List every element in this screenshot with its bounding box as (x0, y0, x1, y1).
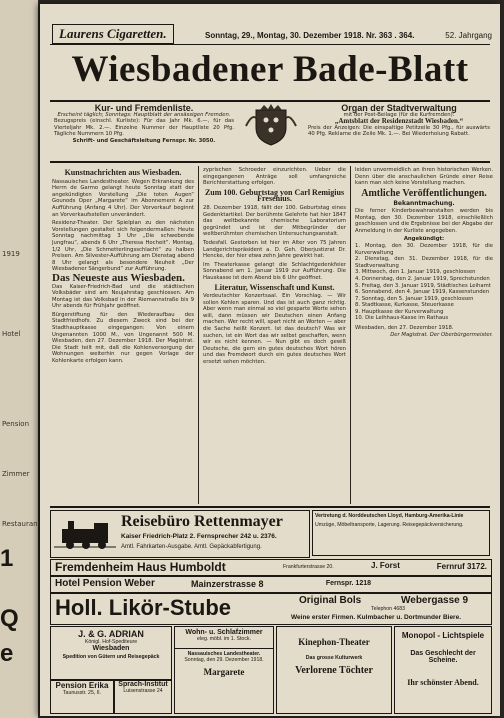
previous-page-strip (0, 0, 41, 718)
notice-date: Wiesbaden, den 27. Dezember 1918. (355, 325, 454, 332)
notice-list-title: Angekündigt: (403, 236, 445, 243)
ad-monopol-lichtspiele (394, 626, 492, 714)
official-notices-heading: Amtliche Veröffentlichungen. (361, 187, 487, 199)
article-text: Nassauisches Landestheater. Wegen Erkrankung des Herrn de Garmo gelangt heute Sonntag statt der angekündigten Vorstellung „Die toten Augen“ Gounods Oper „Margarete“ im Abonnement A zur Aufführung (Anfang 4 Uhr). Der Vorverkauf beginnt an Vorverkaufsstellen unverändert. (52, 178, 194, 218)
ad-title: Monopol - Lichtspiele (401, 631, 485, 640)
list-item: 6. Sonnabend, den 4. Januar 1919, Kassenstunden (355, 289, 490, 296)
column-divider (198, 166, 199, 504)
article-text: Bürgerstiftung für den Wiederaufbau des Stadtfriedhofs. Zu diesem Zweck sind bei der Stadthauptkasse eingegangen: Von einem Ungenannten 1000 M., von Ungenannt 500 M. Wiesbaden, den 27. Dezember 1918. Der Magistrat. Die Stadt teilt mit, daß die Kohlenversorgung der Wohnungen weiterhin nur gegen Vorlage der Kohlenkarte erfolgen kann. (52, 311, 194, 365)
ad-kinephon-theater (276, 626, 392, 714)
newspaper-page (40, 4, 500, 716)
column-3 (355, 167, 493, 503)
coat-of-arms-icon (242, 104, 300, 146)
ad-brand: Original Bols (299, 595, 362, 606)
ad-address: Frankfurterstrasse 20. (283, 564, 334, 570)
list-item: 7. Sonntag, den 5. Januar 1919, geschlossen (355, 295, 474, 302)
subscription-text: Bezugspreis (einschl. Kurliste): Für das Jahr Mk. 6.—, für das Vierteljahr Mk. 2.—. Einzelne Nummer der Hauptliste 20 Pfg. Tägliche Nummern 10 Pfg. (54, 118, 234, 138)
list-item: 3. Mittwoch, den 1. Januar 1919, geschlossen (355, 269, 476, 276)
ad-title: Vertretung d. Norddeutschen Lloyd, Hamburg-Amerika-Linie (315, 513, 464, 519)
ad-title: Sprach-Institut (118, 681, 168, 688)
ad-title: Fremdenheim Haus Humboldt (55, 560, 226, 574)
masthead-title: Wiesbadener Bade-Blatt (71, 49, 469, 90)
ad-title: Holl. Likör-Stube (55, 595, 231, 620)
ad-reisebuero-rettenmayer (50, 510, 310, 558)
list-item: 8. Stadtkasse, Kurkasse, Steuerkasse (355, 302, 454, 309)
ad-pension-erika (50, 680, 114, 714)
ad-title: Pension Erika (55, 681, 109, 690)
prev-page-letter: Q (0, 605, 19, 632)
list-item: 1. Montag, den 30. Dezember 1918, für die Kurverwaltung (355, 242, 493, 256)
list-item: 4. Donnerstag, den 2. Januar 1919, Sprechstunden (355, 275, 490, 282)
article-text: Residenz-Theater. Der Spielplan zu den nächsten Vorstellungen gestaltet sich folgendermaßen: Heute Sonntag nachmittag 3 Uhr „Die schwebende Jungfrau“, abends 6 Uhr „Theresa Hocheit“. Montag, 1/2 Uhr, „Die Schmetterlingsschlacht“ zu halben Preisen. Am Silvester-Aufführung am Dienstag abend 8 Uhr gelangt als besondere Neuheit „Der Wiesbadener Sängerbund“ zur Aufführung. (52, 220, 194, 273)
ad-title: J. & G. ADRIAN (78, 629, 144, 639)
prev-page-scrap: Restaurant (2, 520, 41, 528)
article-heading: Zum 100. Geburtstag von Carl Remigius Fresenius. (204, 187, 345, 204)
section-subtitle: mit der Post-Beilage (für die Kurfremden): (343, 111, 455, 118)
ad-phone: Telephon 4683 (371, 606, 406, 612)
list-item: 2. Dienstag, den 31. Dezember 1918, für die Stadtverwaltung (355, 256, 493, 269)
dateline: Sonntag, 29., Montag, 30. Dezember 1918. Nr. 363 . 364. (205, 31, 415, 40)
ad-title: Kinephon-Theater (298, 637, 370, 647)
article-text: Das Kaiser-Friedrich-Bad und die städtischen Volksbäder sind am Neujahrstag geschlossen. Am Montag ist das Volksbad in der Riemannstraße bis 9 Uhr abends für Frühjahr geöffnet. (52, 283, 194, 310)
notice-signature: Der Magistrat. Der Oberbürgermeister. (390, 331, 493, 338)
divider (50, 161, 490, 163)
article-text: Todesfall. Gestorben ist hier im Alter von 75 Jahren Landgerichtspräsident a. D. Geh. Oberjustizrat Dr. Hencke, der hier etwa zehn Jahre gewirkt hat. (203, 239, 346, 260)
prev-page-letter: e (0, 640, 14, 667)
ad-address: Mainzerstrasse 8 (191, 579, 264, 589)
ad-address: Kaiser Friedrich-Platz 2. Fernsprecher 242 u. 2376. (121, 533, 277, 540)
ad-pension-weber (50, 576, 492, 593)
prev-page-scrap: 1919 (2, 250, 20, 258)
divider (50, 506, 490, 508)
ad-haus-humboldt (50, 559, 492, 576)
column-2 (203, 167, 346, 503)
ad-phone: Fernspr. 1218 (325, 580, 371, 587)
article-heading: Kunstnachrichten aus Wiesbaden. (64, 168, 182, 177)
column-1 (52, 167, 194, 503)
volume-label: 52. Jahrgang (445, 31, 492, 40)
ad-wohnzimmer-theater (174, 626, 274, 714)
ad-text: Das grosse Kulturwerk (305, 655, 363, 661)
list-item: 10. Die Leihhaus-Kasse im Rathaus (355, 315, 449, 322)
article-text: leiden unvermeidlich an ihren historischen Werken. Denn über die anschaulichen Gründe einer Reise kann man sich keine Vorstellung machen. (355, 167, 493, 187)
ad-lloyd-agency (312, 510, 490, 556)
ad-sprach-institut (114, 680, 172, 714)
divider (50, 100, 490, 102)
section-quote: „Amtsblatt der Residenzstadt Wiesbaden.“ (334, 117, 464, 126)
ad-text: Spedition von Gütern und Reisegepäck (62, 654, 160, 661)
ad-text: eleg. möbl. im 1. Stock. (197, 636, 251, 642)
prev-page-scrap: Pension (2, 420, 30, 428)
article-text: Verdeutschter Konzertsaal. Ein Vorschlag. — Wir sollen Kehlen sparen. Und das ist auch ganz richtig. Aber wenn man einmal so viel gesparte Worte sehen will, dann müssen wir Deutschen einen Anfang machen. Wer recht will, spart nicht an Worten — aber die Sache heißt Konzert. Ist das deutsch? Was wir suchen, ist ein Wort das wir selbst geschaffen, wenn wir es nicht kennen. — Nun gibt es doch gewiß Deutsche, die gern ein gutes deutsches Wort hören und das Fremdwort durch ein gutes deutsches Wort ersetzt sehen möchten. (203, 293, 346, 366)
article-text: zyprischen Schroeder einzurichten. Ueber die eingegangenen Anträge soll umfangreiche Berichterstattung erfolgen. (203, 167, 346, 187)
ad-title: J. Forst (371, 561, 400, 570)
prev-page-letter: 1 (0, 545, 14, 572)
ad-address: Taunusstr. 25, II. (62, 690, 102, 696)
article-heading: Literatur, Wissenschaft und Kunst. (214, 282, 335, 292)
ad-phone: Fernruf 3172. (436, 562, 487, 571)
train-icon (54, 517, 116, 551)
section-title: Organ der Stadtverwaltung (341, 103, 457, 113)
ad-film-title: Verlorene Töchter (295, 665, 373, 677)
section-title: Kur- und Fremdenliste. (94, 103, 194, 113)
ad-text: Umzüge, Möbeltransporte, Lagerung. Reisegepäckversicherung. (315, 522, 464, 529)
ad-film-title: Das Geschlecht der Scheine. (410, 650, 476, 664)
divider (50, 44, 490, 45)
article-text: Im Theaterkasse gelangt die Schlachtgedenkfeier Sonnabend am 1. Januar 1919 zur Aufführung. Die Hauskasse ist dem Abend bis 6 Uhr geöffnet. (203, 261, 346, 281)
list-item: 9. Hauptkasse der Kurverwaltung (355, 308, 444, 315)
ad-title: Reisebüro Rettenmayer (121, 513, 283, 530)
prev-page-scrap: Zimmer (2, 470, 30, 478)
theater-heading: Nassauisches Landestheater. (187, 651, 261, 658)
notice-text: Die ferner Kinderbewahranstalten werden bis Montag, den 30. Dezember 1918, einschließlich geschlossen und die Ergebnisse bei der Abgabe der Anmeldung in der Kurliste angegeben. (355, 207, 493, 234)
theater-play: Margarete (203, 666, 245, 677)
notice-list (355, 243, 493, 322)
ad-title: Hotel Pension Weber (55, 578, 155, 589)
ad-film-title: Ihr schönster Abend. (407, 678, 479, 687)
brand-box: Laurens Cigaretten. (52, 24, 174, 44)
ad-subtitle: Amtl. Fahrkarten-Ausgabe. Amtl. Gepäckabfertigung. (121, 544, 262, 550)
ad-address: Luisenstrasse 24 (123, 688, 163, 694)
theater-date: Sonntag, den 29. Dezember 1918. (184, 657, 264, 664)
section-subtitle: Erscheint täglich; Sonntags: Hauptblatt der ansässigen Fremden. (57, 111, 231, 118)
subscription-info (54, 105, 234, 145)
notice-title: Bekanntmachung. (393, 200, 455, 208)
ad-subtitle: Königl. Hof-Spediteure (84, 639, 138, 645)
column-divider (350, 166, 351, 504)
subscription-footer: Schrift- und Geschäftsleitung Fernspr. Nr. 3050. (72, 137, 216, 144)
organ-info (308, 105, 490, 138)
prev-page-scrap: Hotel (2, 330, 21, 338)
ad-address: Webergasse 9 (401, 595, 469, 606)
ad-likoer-stube (50, 593, 492, 625)
list-item: 5. Freitag, den 3. Januar 1919, Städtisches Leihamt (355, 282, 491, 289)
ad-adrian-spedition (50, 626, 172, 680)
ad-tagline: Weine erster Firmen. Kulmbacher u. Dortmunder Biere. (291, 614, 462, 621)
advertising-rates: Preis der Anzeigen: Die einspaltige Petitzeile 30 Pfg., für auswärts 40 Pfg. Reklame die Zeile Mk. 1.—. Bei Wiederholung Rabatt. (308, 124, 490, 138)
ad-city: Wiesbaden (92, 645, 130, 653)
article-heading: Das Neueste aus Wiesbaden. (52, 271, 185, 284)
ad-title: Wohn- u. Schlafzimmer (185, 629, 263, 636)
article-text: 28. Dezember 1918, fällt der 100. Geburtstag eines Gedenktartikel. Der berühmte Gelehrte hat hier 1847 das weltbekannte chemische Laboratorium gegründet und ist der Mitbegründer der weltberühmten chemischen Untersuchungsanstalt. (203, 204, 346, 238)
